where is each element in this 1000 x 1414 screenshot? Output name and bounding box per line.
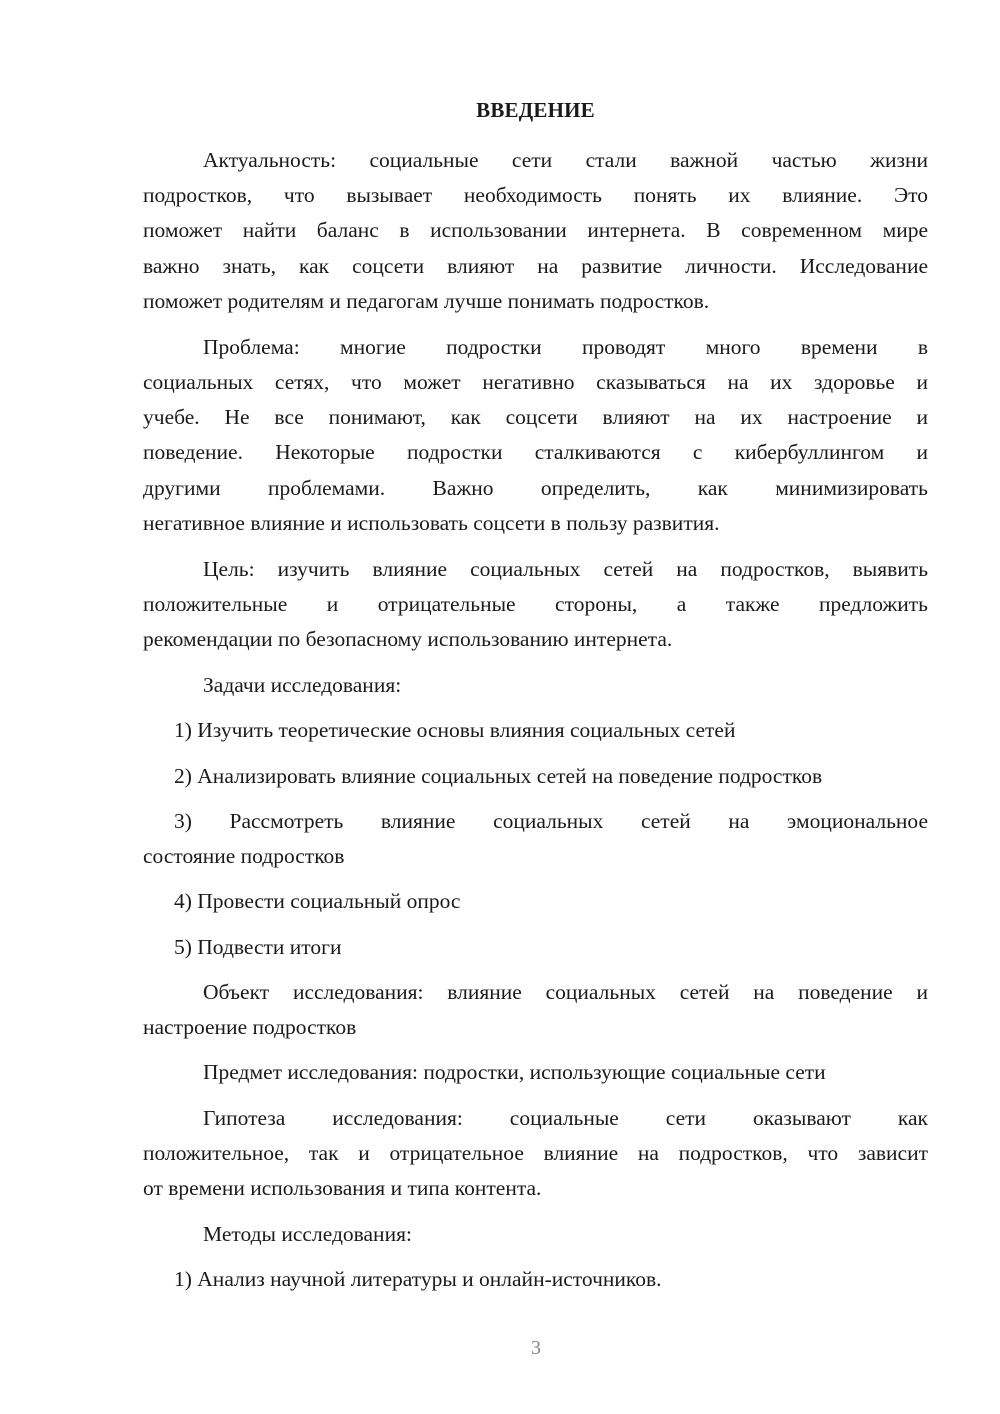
task-item-3: 3) Рассмотреть влияние социальных сетей на эмоциональное [174,809,928,833]
section-heading: ВВЕДЕНИЕ [476,98,595,122]
goal-line-3: рекомендации по безопасному использованию интернета. [143,627,673,651]
task-item-3-cont: состояние подростков [143,844,345,868]
goal-line-1: Цель: изучить влияние социальных сетей на подростков, выявить [203,557,928,581]
hypothesis-line-3: от времени использования и типа контента. [143,1176,542,1200]
problem-line-3: учебе. Не все понимают, как соцсети влияют на их настроение и [143,405,928,429]
subject-line: Предмет исследования: подростки, использующие социальные сети [203,1060,826,1084]
problem-line-4: поведение. Некоторые подростки сталкиваются с кибербуллингом и [143,440,928,464]
object-line-1: Объект исследования: влияние социальных сетей на поведение и [203,980,928,1004]
method-item-1: 1) Анализ научной литературы и онлайн-источников. [174,1267,662,1291]
task-item-2: 2) Анализировать влияние социальных сетей на поведение подростков [174,764,823,788]
methods-heading: Методы исследования: [203,1222,412,1246]
page-number: 3 [531,1337,541,1359]
hypothesis-line-1: Гипотеза исследования: социальные сети оказывают как [203,1106,928,1130]
problem-line-2: социальных сетях, что может негативно сказываться на их здоровье и [143,370,928,394]
tasks-heading: Задачи исследования: [203,673,402,697]
hypothesis-line-2: положительное, так и отрицательное влияние на подростков, что зависит [143,1141,928,1165]
task-item-5: 5) Подвести итоги [174,935,342,959]
relevance-line-3: поможет найти баланс в использовании интернета. В современном мире [143,218,928,242]
task-item-4: 4) Провести социальный опрос [174,889,461,913]
relevance-line-4: важно знать, как соцсети влияют на развитие личности. Исследование [143,254,928,278]
problem-line-6: негативное влияние и использовать соцсети в пользу развития. [143,511,720,535]
relevance-line-5: поможет родителям и педагогам лучше понимать подростков. [143,289,710,313]
goal-line-2: положительные и отрицательные стороны, а также предложить [143,592,928,616]
object-line-2: настроение подростков [143,1015,357,1039]
relevance-line-1: Актуальность: социальные сети стали важной частью жизни [203,148,928,172]
problem-line-1: Проблема: многие подростки проводят много времени в [203,335,928,359]
task-item-1: 1) Изучить теоретические основы влияния социальных сетей [174,718,736,742]
problem-line-5: другими проблемами. Важно определить, как минимизировать [143,476,928,500]
relevance-line-2: подростков, что вызывает необходимость понять их влияние. Это [143,183,928,207]
